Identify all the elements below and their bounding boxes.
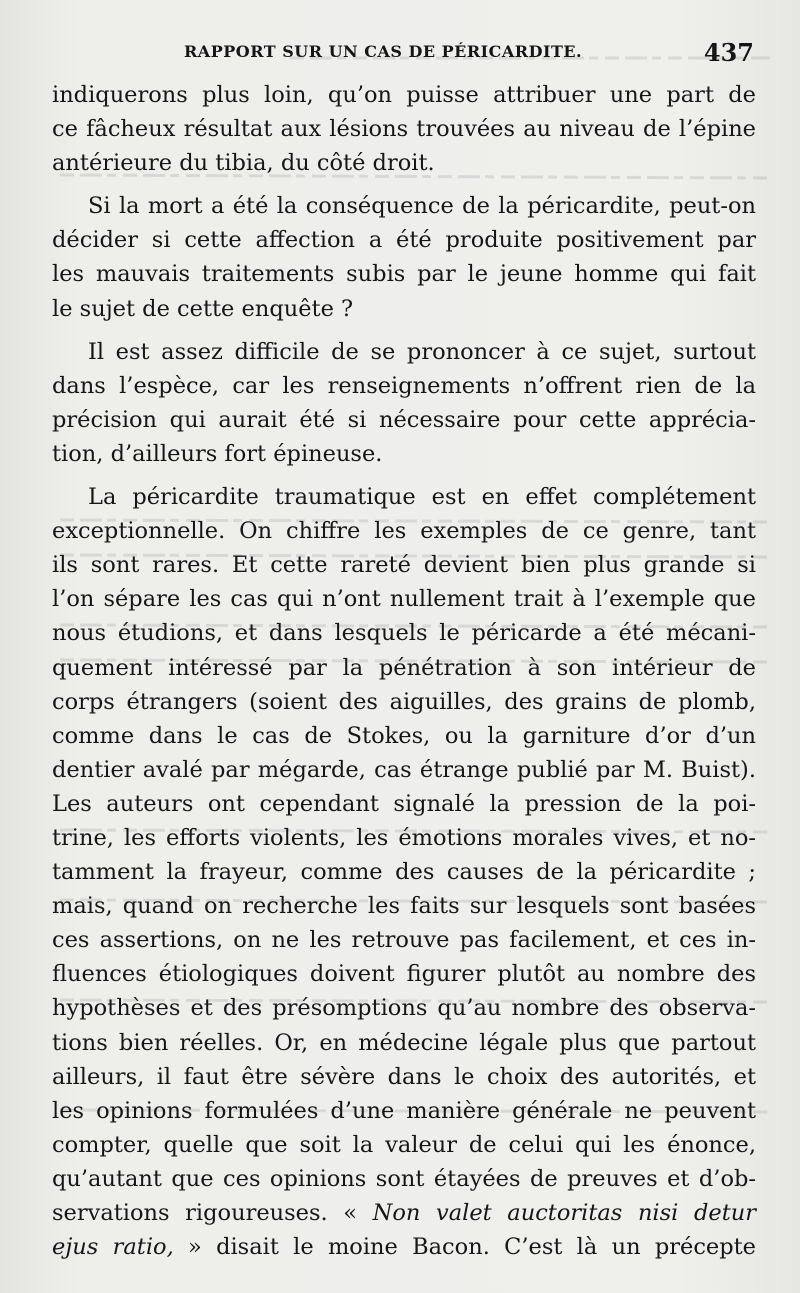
latin-quote: ejus ratio,: [52, 1234, 174, 1261]
text-line: l’on sépare les cas qui n’ont nullement trait à l’exemple que: [52, 586, 756, 613]
text-line: ils sont rares. Et cette rareté devient bien plus grande si: [52, 552, 756, 579]
text-line: tions bien réelles. Or, en médecine légale plus que partout: [52, 1029, 756, 1056]
text-line: décider si cette affection a été produite positivement par: [52, 227, 756, 254]
text-line: précision qui aurait été si nécessaire pour cette apprécia-: [52, 406, 756, 433]
paragraph: [52, 335, 756, 471]
text-line: Si la mort a été la conséquence de la péricardite, peut-on: [88, 193, 756, 220]
text-span: » disait le moine Bacon. C’est là un précepte: [188, 1234, 756, 1261]
text-line: [52, 1196, 756, 1230]
running-header: [184, 38, 760, 74]
text-line: antérieure du tibia, du côté droit.: [52, 150, 435, 177]
running-title: RAPPORT SUR UN CAS DE PÉRICARDITE.: [184, 42, 583, 61]
text-line: fluences étiologiques doivent figurer plutôt au nombre des: [52, 961, 756, 988]
text-line: dans l’espèce, car les renseignements n’offrent rien de la: [52, 372, 756, 399]
text-line: [52, 1230, 756, 1264]
text-line: compter, quelle que soit la valeur de celui qui les énonce,: [52, 1131, 756, 1158]
text-line: le sujet de cette enquête ?: [52, 295, 354, 322]
text-line: corps étrangers (soient des aiguilles, des grains de plomb,: [52, 688, 756, 715]
text-line: Les auteurs ont cependant signalé la pression de la poi-: [52, 790, 756, 817]
text-line: ailleurs, il faut être sévère dans le choix des autorités, et: [52, 1063, 756, 1090]
text-line: qu’autant que ces opinions sont étayées de preuves et d’ob-: [52, 1165, 756, 1192]
text-line: hypothèses et des présomptions qu’au nombre des observa-: [52, 995, 756, 1022]
text-line: mais, quand on recherche les faits sur lesquels sont basées: [52, 893, 756, 920]
text-line: nous étudions, et dans lesquels le péricarde a été mécani-: [52, 620, 756, 647]
text-line: exceptionnelle. On chiffre les exemples de ce genre, tant: [52, 518, 756, 545]
paragraph: [52, 189, 756, 325]
text-line: ce fâcheux résultat aux lésions trouvées au niveau de l’épine: [52, 116, 756, 143]
text-line: Il est assez difficile de se prononcer à ce sujet, surtout: [88, 338, 756, 365]
text-line: dentier avalé par mégarde, cas étrange publié par M. Buist).: [52, 756, 756, 783]
text-line: tion, d’ailleurs fort épineuse.: [52, 440, 383, 467]
text-line: tamment la frayeur, comme des causes de la péricardite ;: [52, 859, 756, 886]
text-line: comme dans le cas de Stokes, ou la garniture d’or d’un: [52, 722, 756, 749]
text-line: quement intéressé par la pénétration à son intérieur de: [52, 654, 756, 681]
paragraph: [52, 78, 756, 180]
latin-quote: Non valet auctoritas nisi detur: [372, 1200, 756, 1226]
text-span: servations rigoureuses. «: [52, 1200, 358, 1226]
text-line: les mauvais traitements subis par le jeune homme qui fait: [52, 261, 756, 288]
text-line: La péricardite traumatique est en effet complétement: [88, 484, 756, 511]
text-line: ces assertions, on ne les retrouve pas facilement, et ces in-: [52, 927, 756, 954]
paragraph: [52, 480, 756, 1264]
body-text: [52, 78, 756, 1264]
text-line: trine, les efforts violents, les émotions morales vives, et no-: [52, 824, 756, 851]
page-number: 437: [703, 38, 754, 67]
text-line: les opinions formulées d’une manière générale ne peuvent: [52, 1097, 756, 1124]
text-line: indiquerons plus loin, qu’on puisse attribuer une part de: [52, 82, 756, 108]
